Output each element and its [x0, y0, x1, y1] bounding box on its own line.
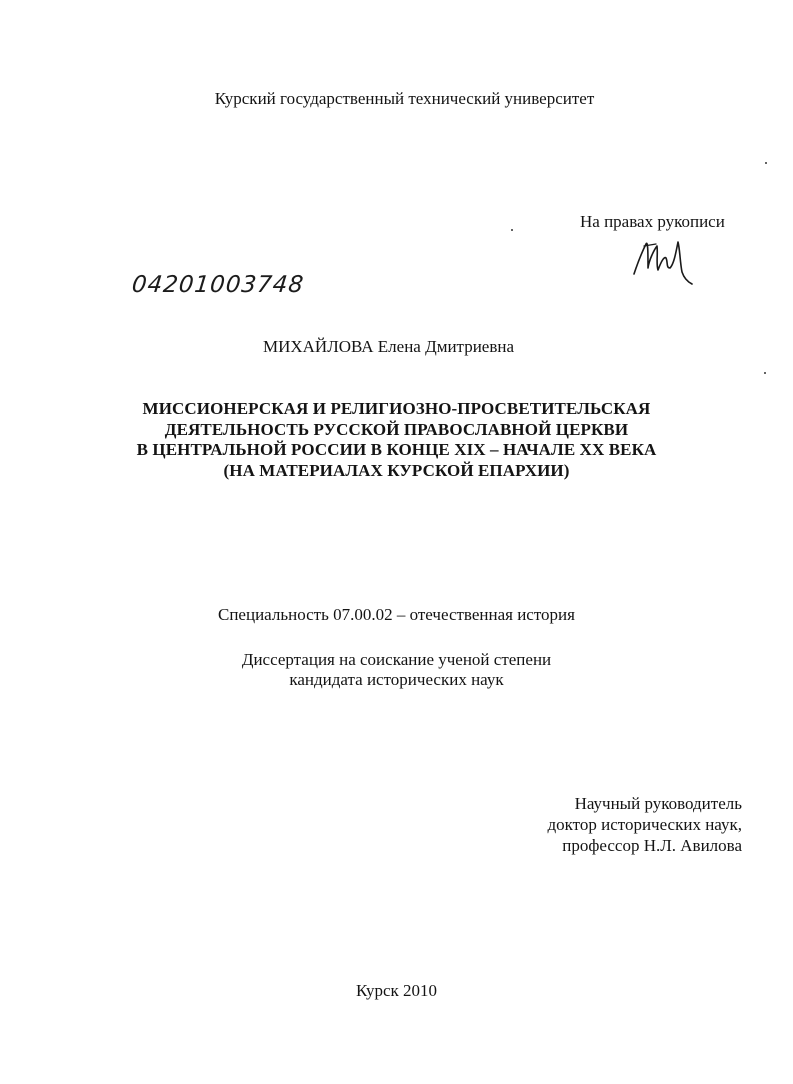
supervisor-line: Научный руководитель [574, 794, 742, 813]
thesis-title-line: (НА МАТЕРИАЛАХ КУРСКОЙ ЕПАРХИИ) [223, 460, 570, 480]
thesis-title-line: В ЦЕНТРАЛЬНОЙ РОССИИ В КОНЦЕ XIX – НАЧАЛЕ XX ВЕКА [136, 440, 657, 459]
city-year: Курск 2010 [355, 981, 438, 1000]
university-name: Курский государственный технический университет [214, 89, 595, 108]
registry-number: 04201003748 [130, 272, 306, 298]
handwritten-signature-icon [626, 234, 696, 288]
thesis-title-line: МИССИОНЕРСКАЯ И РЕЛИГИОЗНО-ПРОСВЕТИТЕЛЬСКАЯ [142, 399, 651, 418]
scan-speck [764, 372, 766, 374]
scan-speck [511, 229, 513, 231]
speciality: Специальность 07.00.02 – отечественная история [218, 605, 575, 624]
degree-line: Диссертация на соискание ученой степени [241, 650, 552, 669]
thesis-title-line: ДЕЯТЕЛЬНОСТЬ РУССКОЙ ПРАВОСЛАВНОЙ ЦЕРКВИ [164, 419, 629, 439]
supervisor-line: доктор исторических наук, [547, 815, 742, 834]
thesis-title [0, 399, 793, 481]
scan-speck [765, 162, 767, 164]
supervisor-block [460, 793, 742, 856]
manuscript-rights-note: На правах рукописи [580, 212, 725, 231]
author-name: МИХАЙЛОВА Елена Дмитриевна [262, 337, 515, 356]
degree-line: кандидата исторических наук [289, 670, 504, 689]
degree-statement [0, 650, 793, 690]
supervisor-line: профессор Н.Л. Авилова [562, 836, 742, 855]
